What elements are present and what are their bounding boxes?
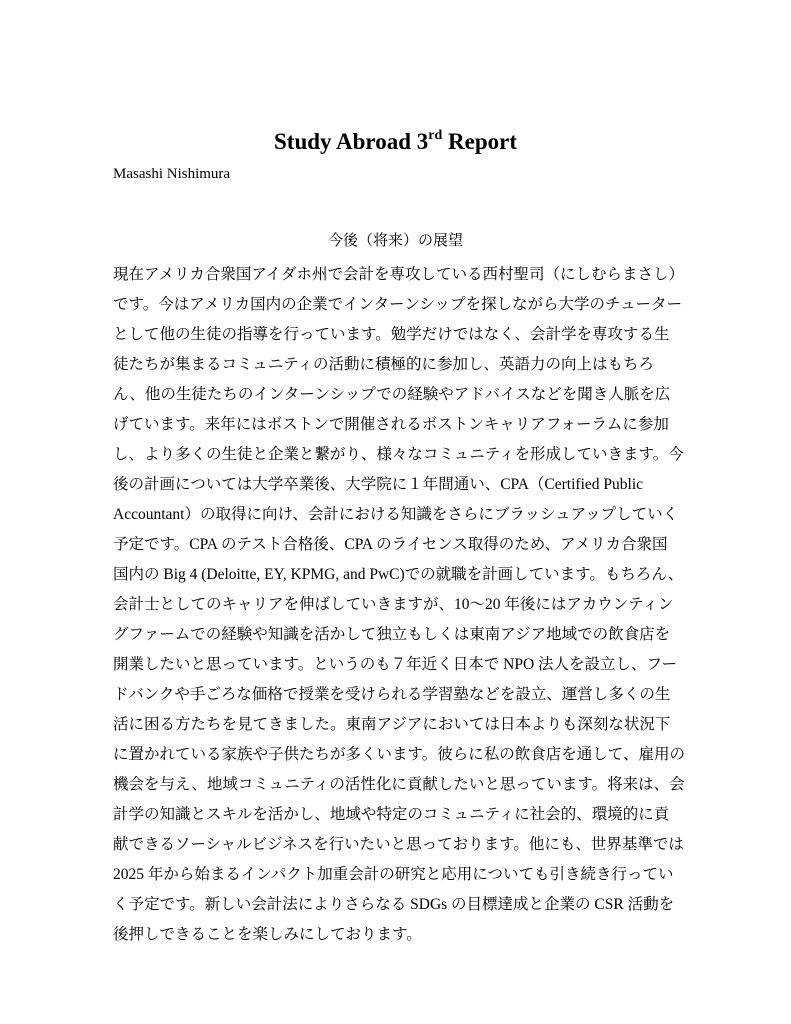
body-line: です。今はアメリカ国内の企業でインターンシップを探しながら大学のチューター xyxy=(113,296,683,313)
body-line: 現在アメリカ合衆国アイダホ州で会計を専攻している西村聖司（にしむらまさし） xyxy=(113,266,685,283)
body-line: く予定です。新しい会計法によりさらなる SDGs の目標達成と企業の CSR 活動を xyxy=(113,896,675,913)
body-line: 計学の知識とスキルを活かし、地域や特定のコミュニティに社会的、環境的に貢 xyxy=(113,806,670,823)
document-title xyxy=(0,126,791,158)
body-paragraph xyxy=(113,260,688,950)
body-line: Accountant）の取得に向け、会計における知識をさらにブラッシュアップしていく xyxy=(113,506,679,523)
section-heading: 今後（将来）の展望 xyxy=(327,233,463,249)
body-line: 会計士としてのキャリアを伸ばしていきますが、10～20 年後にはアカウンティン xyxy=(113,596,674,613)
body-line: し、より多くの生徒と企業と繋がり、様々なコミュニティを形成していきます。今 xyxy=(113,446,684,463)
body-line: 機会を与え、地域コミュニティの活性化に貢献したいと思っています。将来は、会 xyxy=(113,776,685,793)
author-name: Masashi Nishimura xyxy=(113,166,231,182)
body-line: 後の計画については大学卒業後、大学院に１年間通い、CPA（Certified Public xyxy=(113,476,643,493)
title-main: Study Abroad 3 xyxy=(274,129,429,154)
body-line: 献できるソーシャルビジネスを行いたいと思っております。他にも、世界基準では xyxy=(113,836,684,853)
title-superscript: rd xyxy=(428,128,443,144)
body-line: 2025 年から始まるインパクト加重会計の研究と応用についても引き続き行ってい xyxy=(113,866,674,883)
body-line: 活に困る方たちを見てきました。東南アジアにおいては日本よりも深刻な状況下 xyxy=(113,716,671,733)
body-line: ドバンクや手ごろな価格で授業を受けられる学習塾などを設立、運営し多くの生 xyxy=(113,686,671,703)
body-line: として他の生徒の指導を行っています。勉学だけではなく、会計学を専攻する生 xyxy=(113,326,670,343)
title-tail: Report xyxy=(442,129,517,154)
body-line: 国内の Big 4 (Deloitte, EY, KPMG, and PwC)での就職を計画しています。もちろん、 xyxy=(113,566,684,583)
body-line: グファームでの経験や知識を活かして独立もしくは東南アジア地域での飲食店を xyxy=(113,626,671,643)
body-line: ん、他の生徒たちのインターンシップでの経験やアドバイスなどを聞き人脈を広 xyxy=(113,386,671,403)
body-line: 開業したいと思っています。というのも７年近く日本で NPO 法人を設立し、フー xyxy=(113,656,678,673)
body-line: 後押しできることを楽しみにしております。 xyxy=(113,926,422,943)
body-line: 予定です。CPA のテスト合格後、CPA のライセンス取得のため、アメリカ合衆国 xyxy=(113,536,668,553)
body-line: げています。来年にはボストンで開催されるボストンキャリアフォーラムに参加 xyxy=(113,416,669,433)
body-line: に置かれている家族や子供たちが多くいます。彼らに私の飲食店を通して、雇用の xyxy=(113,746,685,763)
body-line: 徒たちが集まるコミュニティの活動に積極的に参加し、英語力の向上はもちろ xyxy=(113,356,654,373)
